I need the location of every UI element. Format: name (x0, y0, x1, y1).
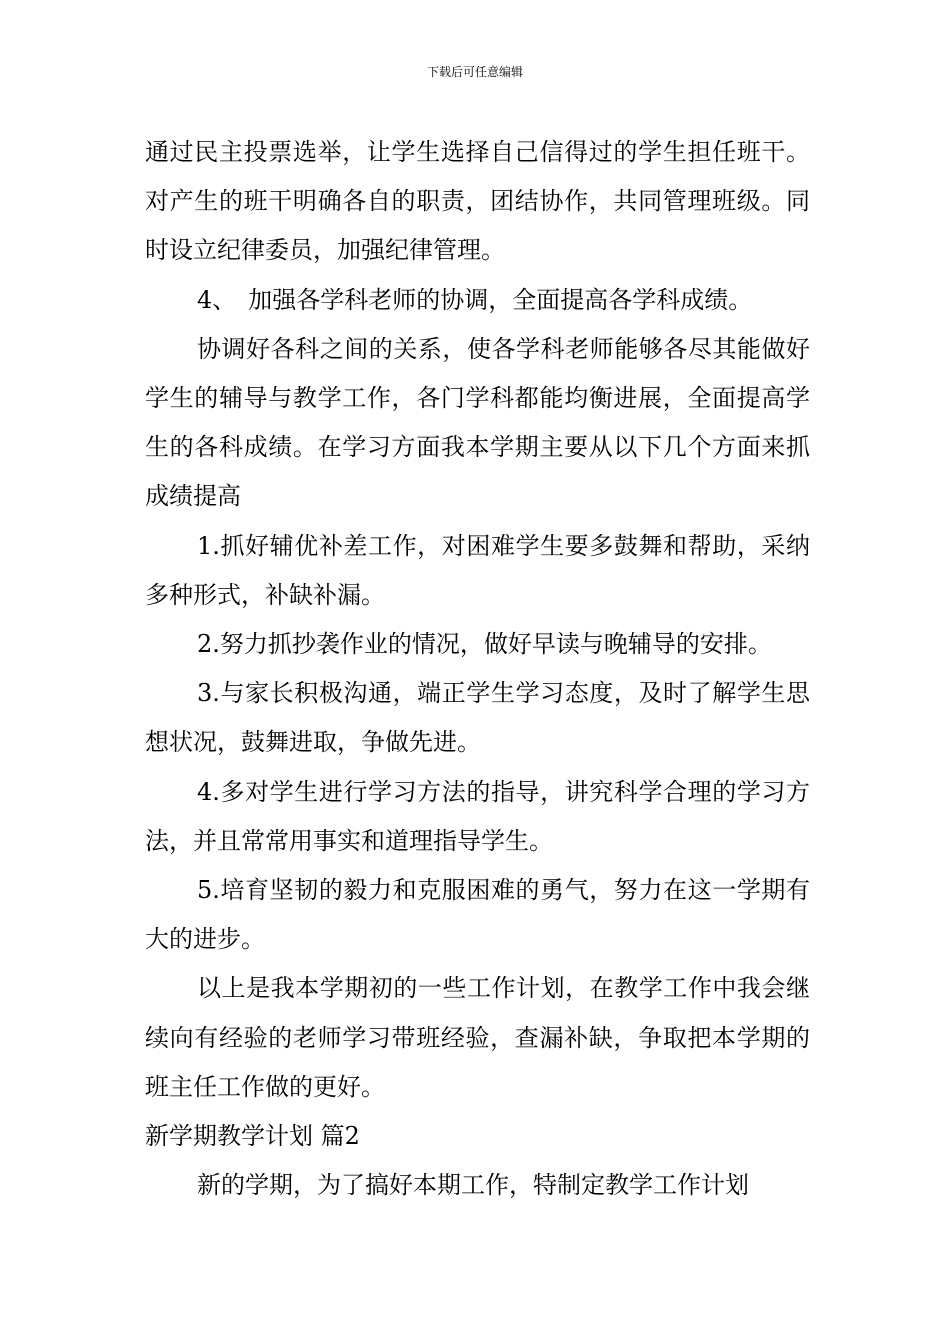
section-heading-plan-2: 新学期教学计划 篇2 (145, 1122, 360, 1151)
paragraph-summary: 以上是我本学期初的一些工作计划，在教学工作中我会继续向有经验的老师学习带班经验，查漏补缺，争取把本学期的班主任工作做的更好。 (145, 974, 810, 1101)
paragraph-coordination: 协调好各科之间的关系，使各学科老师能够各尽其能做好学生的辅导与教学工作，各门学科都能均衡进展，全面提高学生的各科成绩。在学习方面我本学期主要从以下几个方面来抓成绩提高 (145, 334, 810, 511)
paragraph-new-term: 新的学期，为了搞好本期工作，特制定教学工作计划 (197, 1171, 749, 1200)
list-item-3: 3.与家长积极沟通，端正学生学习态度，及时了解学生思想状况，鼓舞进取，争做先进。 (145, 679, 810, 757)
page-header: 下载后可任意编辑 (426, 65, 523, 79)
list-item-2: 2.努力抓抄袭作业的情况，做好早读与晚辅导的安排。 (197, 630, 772, 659)
paragraph-class-leaders: 通过民主投票选举，让学生选择自己信得过的学生担任班干。对产生的班干明确各自的职责，团结协作，共同管理班级。同时设立纪律委员，加强纪律管理。 (145, 138, 810, 265)
paragraph-section-4-heading: 4、 加强各学科老师的协调，全面提高各学科成绩。 (197, 285, 753, 314)
document-body (145, 128, 810, 1210)
list-item-1: 1.抓好辅优补差工作，对困难学生要多鼓舞和帮助，采纳多种形式，补缺补漏。 (145, 531, 810, 609)
list-item-4: 4.多对学生进行学习方法的指导，讲究科学合理的学习方法，并且常常用事实和道理指导学生。 (145, 777, 810, 855)
list-item-5: 5.培育坚韧的毅力和克服困难的勇气，努力在这一学期有大的进步。 (145, 876, 810, 954)
